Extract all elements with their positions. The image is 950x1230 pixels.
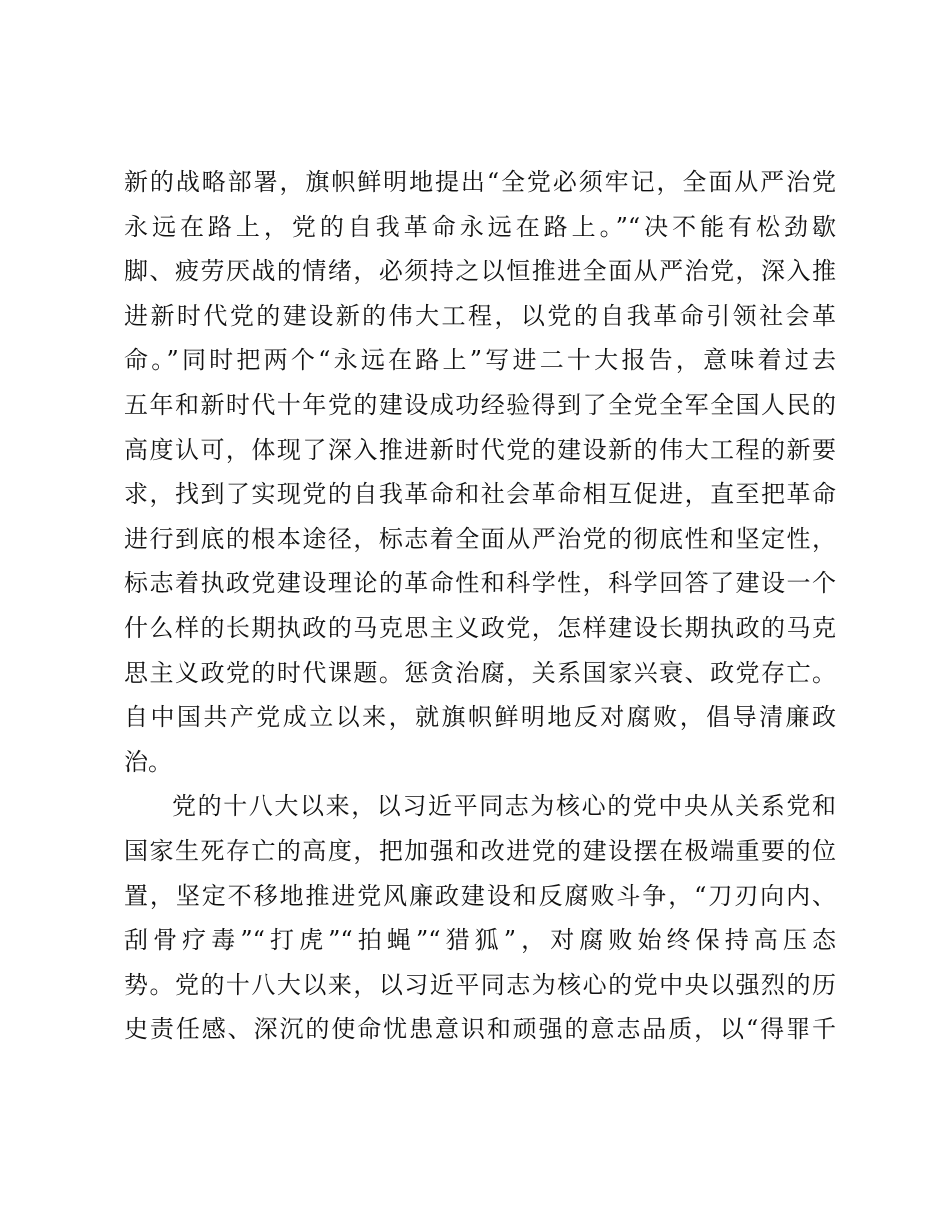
text-line: 置，坚定不移地推进党风廉政建设和反腐败斗争，“刀刃向内、	[124, 881, 836, 910]
text-line: 进新时代党的建设新的伟大工程，以党的自我革命引领社会革	[124, 301, 836, 330]
text-line: 治。	[124, 747, 172, 776]
text-line: 命。”同时把两个“永远在路上”写进二十大报告，意味着过去	[124, 346, 836, 375]
text-line: 史责任感、深沉的使命忧患意识和顽强的意志品质，以“得罪千	[124, 1015, 836, 1044]
text-line: 五年和新时代十年党的建设成功经验得到了全党全军全国人民的	[124, 390, 836, 419]
text-line: 国家生死存亡的高度，把加强和改进党的建设摆在极端重要的位	[124, 836, 836, 865]
text-line: 求，找到了实现党的自我革命和社会革命相互促进，直至把革命	[124, 480, 836, 509]
text-line: 党的十八大以来，以习近平同志为核心的党中央从关系党和	[172, 792, 836, 821]
text-line: 思主义政党的时代课题。惩贪治腐，关系国家兴衰、政党存亡。	[124, 658, 836, 687]
paragraph-1	[124, 160, 836, 784]
paragraph-2	[124, 784, 836, 1052]
text-line: 新的战略部署，旗帜鲜明地提出“全党必须牢记，全面从严治党	[124, 168, 836, 196]
text-line: 永远在路上，党的自我革命永远在路上。”“决不能有松劲歇	[124, 212, 836, 241]
text-line: 进行到底的根本途径，标志着全面从严治党的彻底性和坚定性，	[124, 524, 836, 553]
text-line: 势。党的十八大以来，以习近平同志为核心的党中央以强烈的历	[124, 970, 836, 999]
document-body	[124, 160, 836, 1052]
text-line: 什么样的长期执政的马克思主义政党，怎样建设长期执政的马克	[124, 613, 836, 642]
text-line: 自中国共产党成立以来，就旗帜鲜明地反对腐败，倡导清廉政	[124, 703, 836, 732]
text-line: 刮骨疗毒”“打虎”“拍蝇”“猎狐”，对腐败始终保持高压态	[124, 926, 836, 955]
text-line: 脚、疲劳厌战的情绪，必须持之以恒推进全面从严治党，深入推	[124, 257, 836, 286]
text-line: 高度认可，体现了深入推进新时代党的建设新的伟大工程的新要	[124, 435, 836, 464]
text-line: 标志着执政党建设理论的革命性和科学性，科学回答了建设一个	[124, 569, 836, 598]
